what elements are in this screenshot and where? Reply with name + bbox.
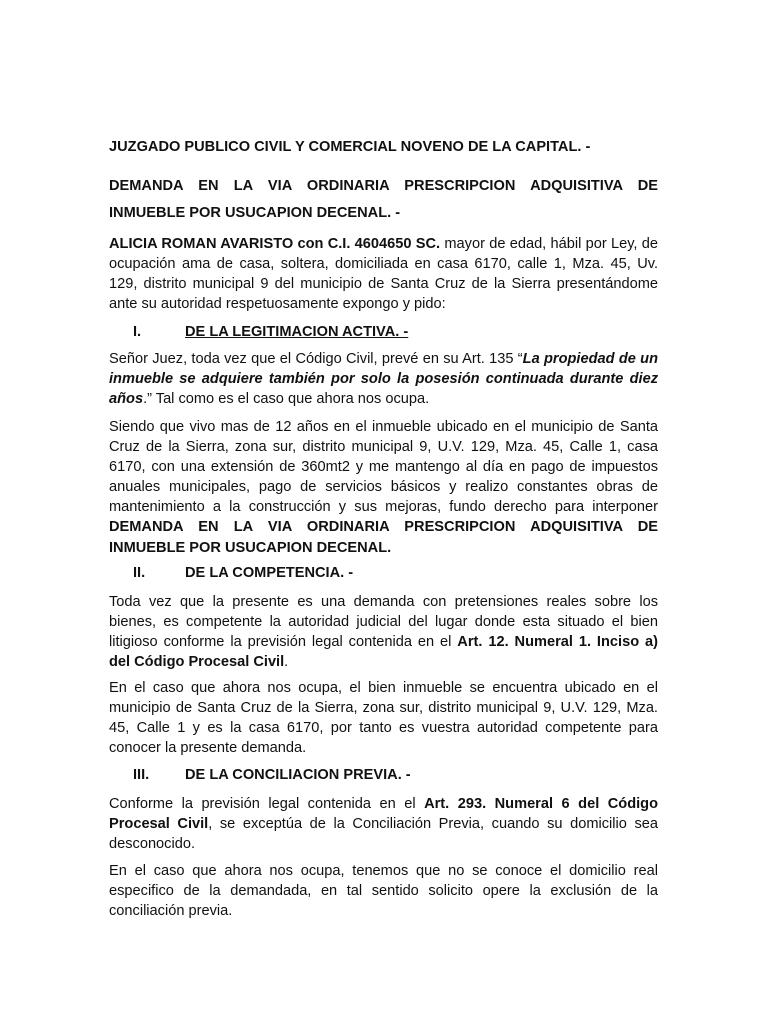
- paragraph-text: , se exceptúa de la Conciliación Previa, cuando su domicilio sea desconocido.: [109, 816, 658, 853]
- paragraph-text: Señor Juez, toda vez que el Código Civil, prevé en su Art. 135 “: [109, 351, 523, 367]
- section-number: III.: [133, 767, 150, 783]
- court-heading: JUZGADO PUBLICO CIVIL Y COMERCIAL NOVENO DE LA CAPITAL. -: [109, 139, 591, 155]
- legal-reference: Art. 12. Numeral 1. Inciso a) del Código Procesal Civil: [109, 634, 658, 671]
- paragraph-text: Conforme la previsión legal contenida en el: [109, 796, 425, 812]
- intro-paragraph: [109, 234, 658, 314]
- legal-quote: La propiedad de un inmueble se adquiere también por solo la posesión continuada durante diez años: [109, 351, 659, 408]
- legitimacion-paragraph-1: [109, 349, 658, 409]
- conciliacion-paragraph-2: En el caso que ahora nos ocupa, tenemos que no se conoce el domicilio real especifico de la demandada, en tal sentido solicito opere la exclusión de la conciliación previa.: [109, 863, 658, 920]
- legal-reference: Art. 293. Numeral 6 del Código Procesal Civil: [109, 796, 658, 833]
- demand-name-bold: DEMANDA EN LA VIA ORDINARIA PRESCRIPCION ADQUISITIVA DE INMUEBLE POR USUCAPION DECENAL.: [109, 519, 658, 556]
- section-title: DE LA CONCILIACION PREVIA. -: [185, 767, 411, 783]
- demand-title: DEMANDA EN LA VIA ORDINARIA PRESCRIPCION ADQUISITIVA DE INMUEBLE POR USUCAPION DECENAL. -: [109, 178, 658, 221]
- plaintiff-identification: ALICIA ROMAN AVARISTO con C.I. 4604650 SC.: [109, 236, 441, 252]
- legitimacion-paragraph-2: [109, 417, 658, 558]
- paragraph-text: .: [284, 654, 289, 671]
- paragraph-text: Toda vez que la presente es una demanda con pretensiones reales sobre los bienes, es competente la autoridad judicial del lugar donde esta situado el bien litigioso conforme la previsión legal contenida en el: [109, 594, 658, 651]
- intro-text: mayor de edad, hábil por Ley, de ocupación ama de casa, soltera, domiciliada en casa 6170, calle 1, Mza. 45, Uv. 129, distrito municipal 9 del municipio de Santa Cruz de la Sierra presentándome ante su autoridad respetuosamente expongo y pido:: [109, 236, 658, 313]
- section-title: DE LA COMPETENCIA. -: [185, 565, 354, 581]
- section-heading-legitimacion: [133, 322, 653, 342]
- section-heading-conciliacion: [133, 765, 653, 785]
- competencia-paragraph-2: En el caso que ahora nos ocupa, el bien inmueble se encuentra ubicado en el municipio de Santa Cruz de la Sierra, zona sur, distrito municipal 9, U.V. 129, Mza. 45, Calle 1 y es la casa 6170, por tanto es vuestra autoridad competente para conocer la presente demanda.: [109, 680, 658, 757]
- conciliacion-paragraph-1: [109, 794, 658, 854]
- section-number: II.: [133, 565, 146, 581]
- section-heading-competencia: [133, 563, 653, 583]
- paragraph-text: Siendo que vivo mas de 12 años en el inmueble ubicado en el municipio de Santa Cruz de la Sierra, zona sur, distrito municipal 9, U.V. 129, Mza. 45, Calle 1, casa 6170, con una extensión de 360mt2 y me mantengo al día en pago de impuestos anuales municipales, pago de servicios básicos y realizo constantes obras de mantenimiento a la construcción y sus mejoras, fundo derecho para interponer: [109, 419, 658, 516]
- section-number: I.: [133, 324, 142, 340]
- paragraph-text: .” Tal como es el caso que ahora nos ocupa.: [143, 391, 430, 408]
- competencia-paragraph-1: [109, 592, 658, 672]
- section-title: DE LA LEGITIMACION ACTIVA. -: [185, 324, 409, 340]
